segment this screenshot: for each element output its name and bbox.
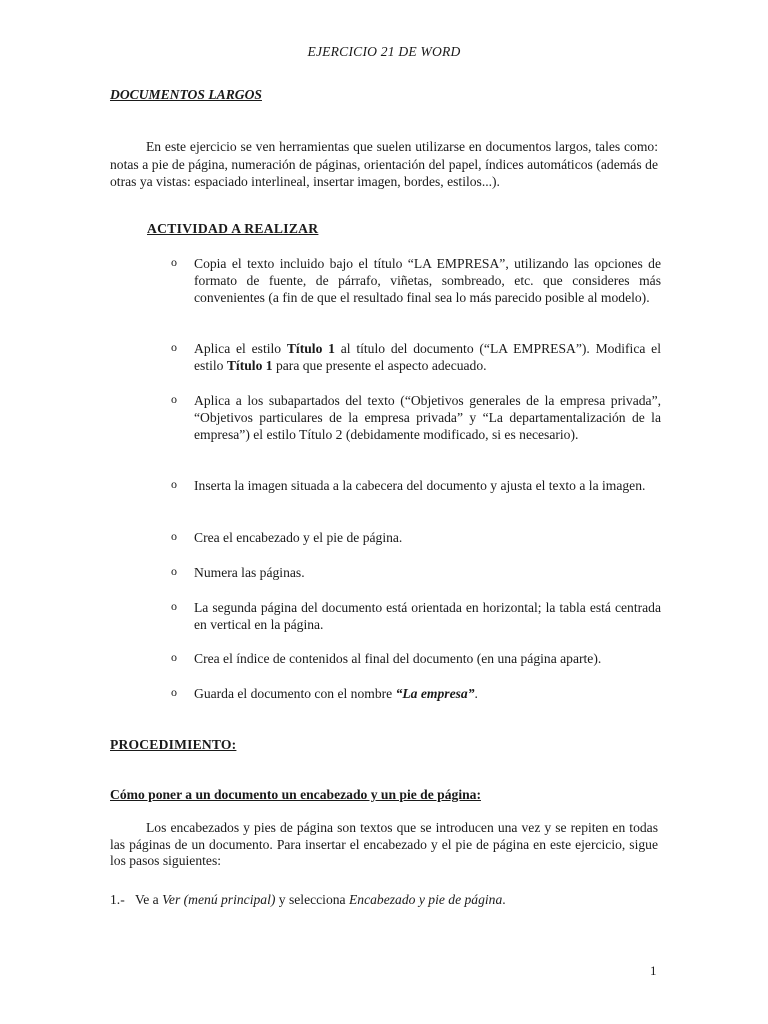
document-title: EJERCICIO 21 DE WORD xyxy=(307,44,461,59)
style-name: Título 1 xyxy=(286,341,335,356)
list-item-text: Crea el encabezado y el pie de página. xyxy=(194,530,403,545)
procedure-text: Los encabezados y pies de página son textos que se introducen una vez y se repiten en todas las páginas de un documento. Para insertar el encabezado y el pie de página en este ejercicio, sigue los pasos siguientes: xyxy=(110,820,658,868)
bullet-mark: o xyxy=(171,392,177,406)
bullet-mark: o xyxy=(171,529,177,543)
list-item-text: Inserta la imagen situada a la cabecera del documento y ajusta el texto a la imagen. xyxy=(194,478,646,493)
list-item xyxy=(171,564,661,581)
list-item-text: Aplica el estilo Título 1 al título del documento (“LA EMPRESA”). Modifica el estilo Título 1 para que presente el aspecto adecuado. xyxy=(194,341,661,374)
procedure-title: PROCEDIMIENTO: xyxy=(110,737,237,752)
bullet-mark: o xyxy=(171,650,177,664)
command-reference: Encabezado y pie de página xyxy=(349,892,503,907)
list-item xyxy=(171,477,661,494)
activity-title: ACTIVIDAD A REALIZAR xyxy=(147,221,319,236)
list-item-text: Numera las páginas. xyxy=(194,565,305,580)
file-name: “La empresa” xyxy=(395,686,475,701)
list-item xyxy=(171,599,661,633)
subsection-title: Cómo poner a un documento un encabezado y un pie de página: xyxy=(110,787,481,802)
list-item-text: Copia el texto incluido bajo el título “LA EMPRESA”, utilizando las opciones de formato de fuente, de párrafo, viñetas, sombreado, etc. que consideres más convenientes (a fin de que el resultado final sea lo más parecido posible al modelo). xyxy=(194,256,661,306)
style-name: Título 1 xyxy=(226,358,273,374)
step-number: 1.- xyxy=(110,892,125,907)
bullet-mark: o xyxy=(171,477,177,491)
menu-reference: Ver (menú principal) xyxy=(162,892,276,907)
list-item-text: La segunda página del documento está orientada en horizontal; la tabla está centrada en vertical en la página. xyxy=(194,600,661,633)
list-item-text: Crea el índice de contenidos al final del documento (en una página aparte). xyxy=(194,651,602,666)
list-item-text: Guarda el documento con el nombre “La empresa”. xyxy=(194,686,478,701)
list-item-text: Aplica a los subapartados del texto (“Objetivos generales de la empresa privada”, “Objetivos particulares de la empresa privada” y “La departamentalización de la empresa”) el estilo Título 2 (debidamente modificado, si es necesario). xyxy=(194,393,661,443)
list-item xyxy=(171,529,661,546)
list-item xyxy=(171,392,661,444)
bullet-mark: o xyxy=(171,340,177,354)
intro-text: En este ejercicio se ven herramientas que suelen utilizarse en documentos largos, tales como: notas a pie de página, numeración de páginas, orientación del papel, índices automáticos (además de otras ya vistas: espaciado interlineal, insertar imagen, bordes, estilos...). xyxy=(110,139,658,189)
list-item xyxy=(171,340,661,374)
section-title: DOCUMENTOS LARGOS xyxy=(110,87,262,102)
bullet-mark: o xyxy=(171,599,177,613)
bullet-mark: o xyxy=(171,685,177,699)
procedure-paragraph xyxy=(110,820,658,870)
page-number: 1 xyxy=(650,963,657,978)
list-item xyxy=(171,650,661,667)
intro-paragraph xyxy=(110,138,658,191)
bullet-mark: o xyxy=(171,564,177,578)
step-item: 1.- Ve a Ver (menú principal) y selecciona Encabezado y pie de página. xyxy=(110,892,506,907)
list-item xyxy=(171,685,661,702)
list-item xyxy=(171,255,661,307)
bullet-mark: o xyxy=(171,255,177,269)
